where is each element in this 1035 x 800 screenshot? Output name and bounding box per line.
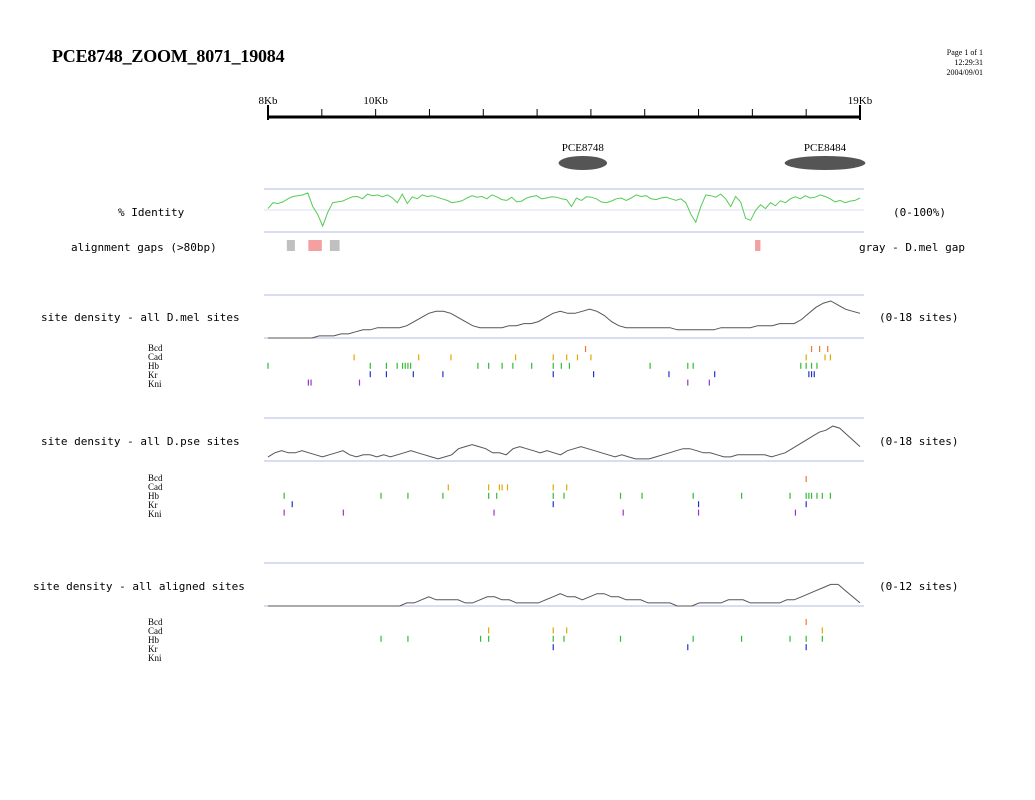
site-density-tracks [264,295,864,650]
gene-feature [559,156,607,170]
ruler-label: 10Kb [363,95,388,107]
identity-label: % Identity [118,206,185,219]
page-title: PCE8748_ZOOM_8071_19084 [52,46,285,66]
factor-label-bcd: Bcd [148,343,163,353]
factor-label-hb: Hb [148,361,159,371]
gap-legend-label: gray - D.mel gap [859,241,965,254]
density-track [264,418,864,516]
dmel-density-label: site density - all D.mel sites [41,311,240,324]
alignment-gap [755,240,760,251]
dpse-density-range: (0-18 sites) [879,435,959,448]
density-line [268,426,860,459]
aligned-density-range: (0-12 sites) [879,580,959,593]
dmel-factor-labels [148,344,163,389]
kb-ruler [259,95,873,120]
gene-track [559,142,866,170]
aligned-factor-labels [148,618,163,663]
factor-label-kr: Kr [148,644,158,654]
ruler-label: 19Kb [847,95,873,107]
factor-label-kni: Kni [148,379,162,389]
page-number: Page 1 of 1 [946,48,983,57]
gene-label: PCE8484 [803,142,847,154]
identity-track [264,189,864,232]
aligned-density-label: site density - all aligned sites [33,580,245,593]
gene-label: PCE8748 [561,142,604,154]
alignment-gap [308,240,321,251]
density-line [268,584,860,606]
factor-label-bcd: Bcd [148,617,163,627]
dpse-density-label: site density - all D.pse sites [41,435,240,448]
factor-label-kni: Kni [148,509,162,519]
factor-label-cad: Cad [148,482,163,492]
alignment-gap-track [287,240,761,251]
density-track [264,563,864,650]
alignment-gaps-label: alignment gaps (>80bp) [71,241,217,254]
factor-label-hb: Hb [148,491,159,501]
alignment-gap [330,240,340,251]
alignment-gap [287,240,295,251]
gene-feature [785,156,866,170]
dpse-factor-labels [148,474,163,519]
density-track [264,295,864,386]
factor-label-kr: Kr [148,500,158,510]
ruler-label: 8Kb [258,95,278,107]
dmel-density-range: (0-18 sites) [879,311,959,324]
factor-label-hb: Hb [148,635,159,645]
print-time: 12:29:31 [954,58,983,67]
print-date: 2004/09/01 [946,68,983,77]
density-line [268,301,860,338]
identity-range-label: (0-100%) [893,206,946,219]
factor-label-cad: Cad [148,626,163,636]
factor-label-bcd: Bcd [148,473,163,483]
factor-label-kni: Kni [148,653,162,663]
factor-label-kr: Kr [148,370,158,380]
factor-label-cad: Cad [148,352,163,362]
